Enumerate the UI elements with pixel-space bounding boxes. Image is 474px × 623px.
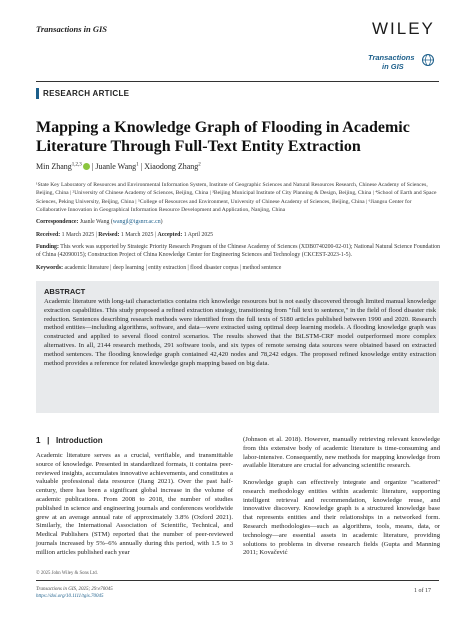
author-list [36, 162, 201, 171]
author-affiliation-ref: 1 [136, 162, 139, 168]
citation [36, 586, 113, 600]
correspondence-email-link[interactable]: wangjl@igsnrr.ac.cn [112, 219, 161, 225]
journal-logo-line1: Transactions [368, 53, 415, 62]
accepted-label: Accepted: [157, 232, 183, 238]
publisher-logo: WILEY [372, 19, 435, 38]
author-name[interactable]: Juanle Wang [95, 162, 137, 171]
correspondence-label: Correspondence: [36, 219, 79, 225]
correspondence [36, 218, 440, 226]
author-name[interactable]: Min Zhang [36, 162, 72, 171]
funding-label: Funding: [36, 244, 59, 250]
journal-name: Transactions in GIS [36, 24, 108, 34]
revised-date: 1 March 2025 [119, 232, 154, 238]
abstract-text: Academic literature with long-tail characteristics contains rich knowledge resources but is not easily discovered through limited manual knowledge extraction capabilities. This study proposed a refined extraction strategy, transitioning from "full text to sentence," in the field of flood disaster risk reduction. Sentences describing research methods were identified from the full texts of 5180 articles published between 1990 and 2020. Research method entities—including algorithms, software, and data—were extracted using optimal deep learning models. A flooding knowledge graph was constructed and applied to several flood control scenarios. The results showed that the BiLSTM-CRF model outperformed more complex alternatives. In all, 2144 research methods, 291 software tools, and six types of remote sensing data sources were obtained based on extracted method sentences. The flooding knowledge graph contained 42,420 nodes and 78,242 edges. The proposed refined knowledge entity extraction method provides a reference for related knowledge graph mapping based on big data. [44, 298, 436, 367]
date-separator: | [153, 232, 158, 238]
section-number: 1 [36, 436, 41, 445]
body-column-right-paragraph-2: Knowledge graph can effectively integrate and organize "scattered" research methodology entities within academic literature, supporting intelligent retrieval and recommendation, knowledge reuse, and innovative discovery. Knowledge graph is a structured knowledge base that represents entities and their relationships in a networked form. Research methodologies—such as algorithms, tools, means, data, or technology—are essential assets in academic literature, providing solutions to problems in diverse research fields (Gupta and Manning 2011; Kovačević [243, 479, 440, 557]
globe-icon [423, 55, 434, 66]
orcid-icon[interactable] [83, 163, 90, 170]
funding-text: This work was supported by Strategic Priority Research Program of the Chinese Academy of Sciences (XDB0740200-02-01); National Natural Science Foundation of China (42090015); Construction Project of China Knowledge Center for Engineering Sciences and Technology (CKCEST-2023-1-5). [36, 244, 441, 258]
funding [36, 243, 440, 259]
keywords-text: academic literature | deep learning | entity extraction | flood disaster corpus | method sentence [63, 265, 282, 271]
body-column-left: Academic literature serves as a crucial, verifiable, and transmittable source of knowledge. Presented in standardized formats, it contains peer-reviewed insights, accumulates innovative achievements, and constitutes a valuable professional data resource (Jiang 2021). Over the past half-century, there has been a significant global increase in the volume of academic publications. From 2008 to 2018, the number of studies published in science and engineering journals and conferences worldwide grew at an average annual rate of approximately 3.8% (Oxford 2021). Similarly, the International Association of Scientific, Technical, and Medical Publishers (STM) reported that the number of peer-reviewed journals increased by 5%–6% annually during this period, with 1.5 to 3 million articles published each year [36, 452, 233, 556]
copyright: © 2025 John Wiley & Sons Ltd. [36, 571, 98, 576]
article-dates [36, 231, 440, 239]
journal-logo-line2: in GIS [382, 62, 404, 71]
article-title: Mapping a Knowledge Graph of Flooding in Academic Literature Through Full-Text Entity Extraction [36, 119, 410, 155]
date-separator: | [94, 232, 99, 238]
journal-logo [366, 50, 438, 78]
citation-journal: Transactions in GIS, 2025; 29:e70045 [36, 587, 113, 592]
body-column-right-paragraph-1: (Johnson et al. 2018). However, manually retrieving relevant knowledge from this extensive body of academic literature is time-consuming and labor-intensive. Consequently, new methods for mapping knowledge from available literature are crucial for advancing scientific research. [243, 436, 440, 470]
keywords [36, 264, 440, 272]
accepted-date: 1 April 2025 [182, 232, 214, 238]
keywords-label: Keywords: [36, 265, 64, 271]
revised-label: Revised: [98, 232, 120, 238]
affiliations: ¹State Key Laboratory of Resources and Environmental Information System, Institute of Geographic Sciences and Natural Resources Research, Chinese Academy of Sciences, Beijing, China | ²University of Chinese Academy of Sciences, Beijing, China | ³Beijing Municipal Institute of City Planning & Design, Beijing, China | ⁴School of Earth and Space Sciences, Peking University, Beijing, China | ⁵College of Resources and Environment, University of Chinese Academy of Sciences, Beijing, China | ⁶Jiangsu Center for Collaborative Innovation in Geographical Information Resource Development and Application, Nanjing, China [36, 182, 437, 213]
section-heading [36, 436, 103, 445]
correspondence-text: Juanle Wang ( [78, 219, 113, 225]
author-affiliation-ref: 2 [198, 162, 201, 168]
received-label: Received: [36, 232, 61, 238]
author-affiliation-ref: 1,2,3 [71, 162, 82, 168]
author-name[interactable]: Xiaodong Zhang [144, 162, 199, 171]
correspondence-close: ) [160, 219, 163, 225]
article-type-marker [36, 88, 39, 99]
doi-link[interactable]: https://doi.org/10.1111/tgis.70045 [36, 594, 104, 599]
footer-divider [36, 580, 439, 581]
header-divider [36, 81, 439, 82]
page-number: 1 of 17 [414, 588, 431, 594]
abstract-heading: ABSTRACT [44, 287, 86, 296]
section-separator: | [40, 436, 57, 445]
section-title: Introduction [56, 436, 103, 445]
author-separator: | [89, 162, 96, 171]
article-type: RESEARCH ARTICLE [43, 89, 130, 98]
received-date: 1 March 2025 [60, 232, 95, 238]
author-separator: | [138, 162, 145, 171]
